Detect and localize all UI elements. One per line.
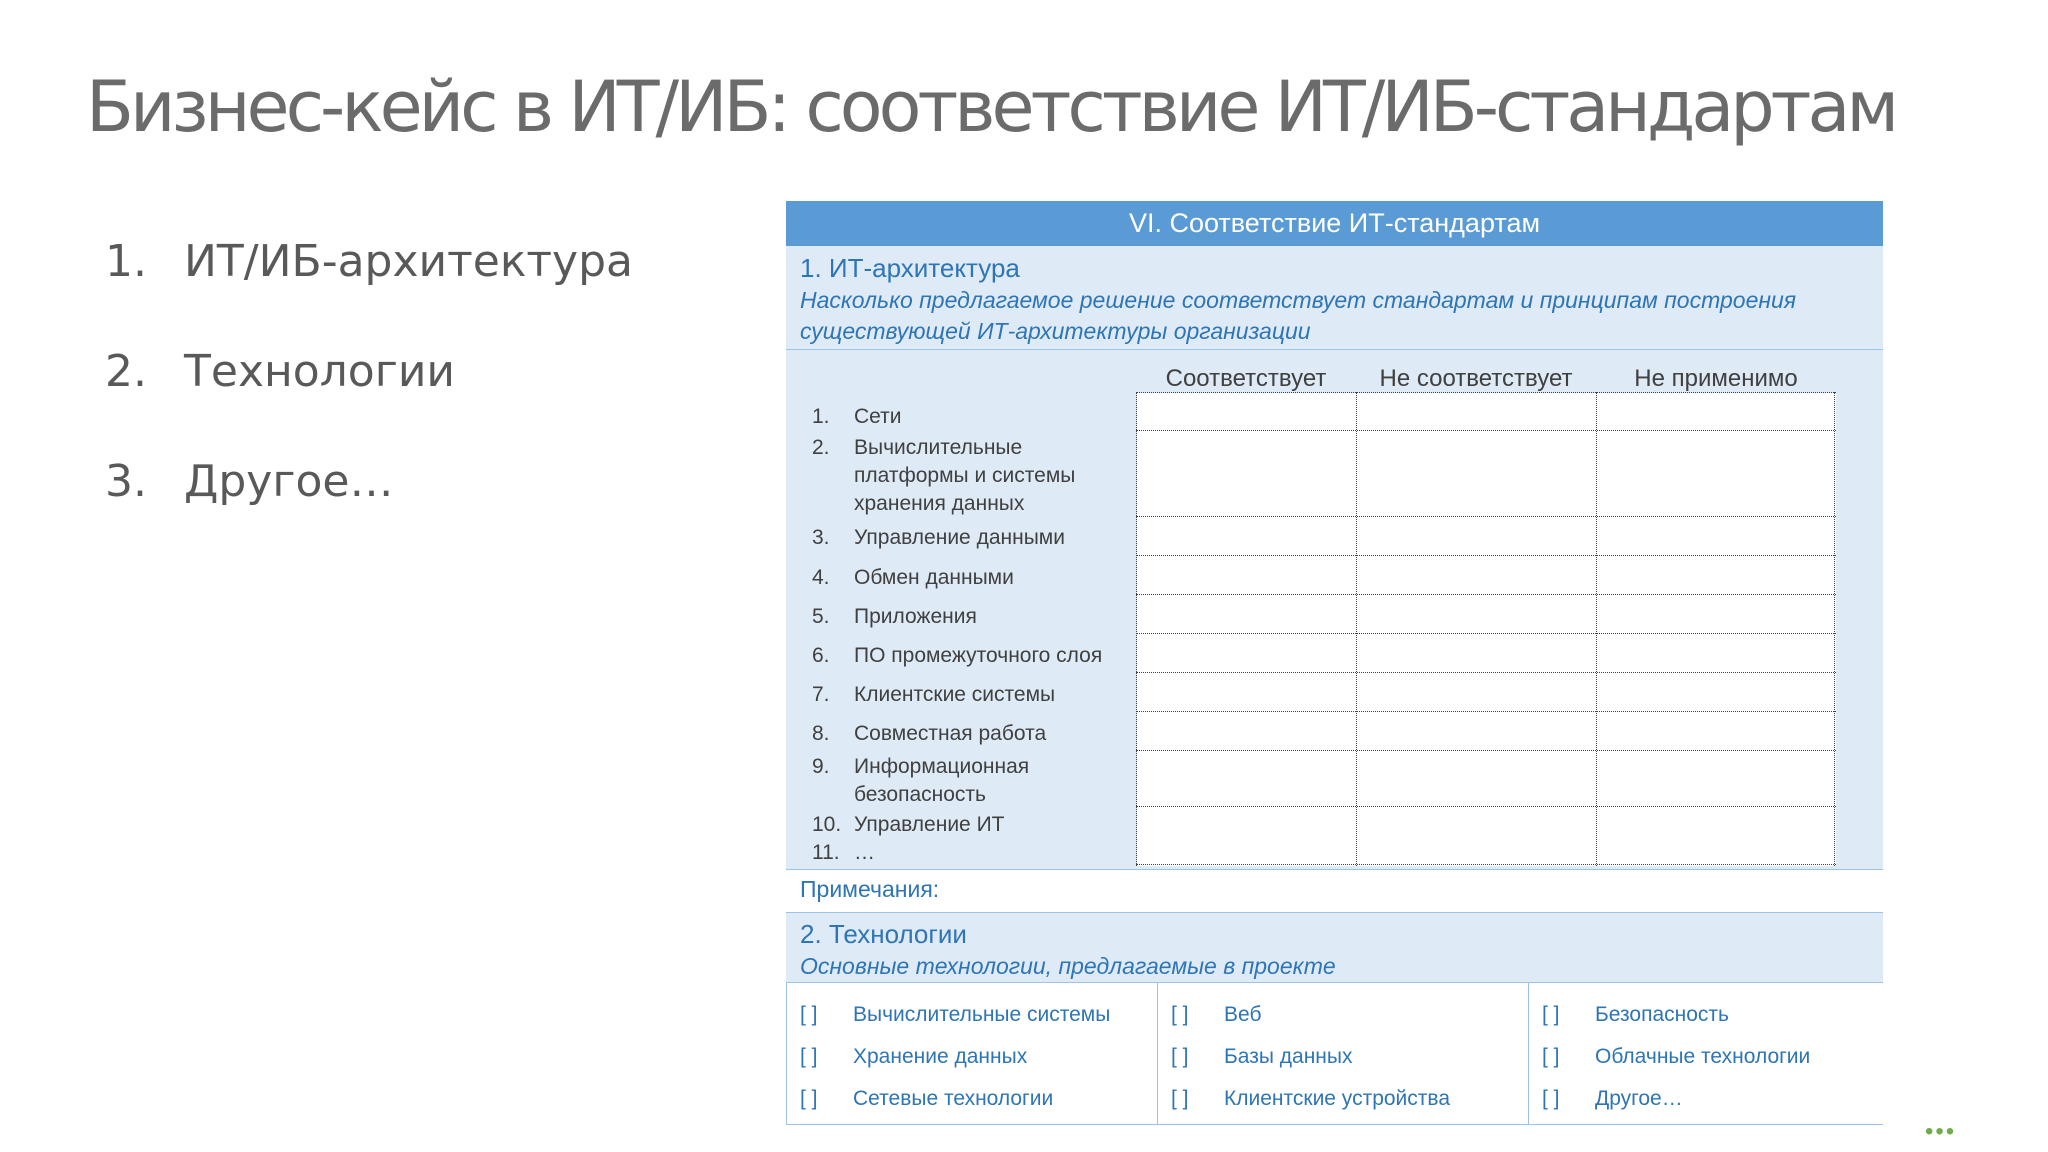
tech-label: Базы данных <box>1224 1045 1353 1068</box>
checkbox-icon[interactable]: [ ] <box>1542 1045 1560 1068</box>
column-header-compliant: Соответствует <box>1165 365 1327 392</box>
checkbox-icon[interactable]: [ ] <box>1171 1087 1189 1110</box>
standards-form <box>786 201 1883 1125</box>
section-2-subtitle: Основные технологии, предлагаемые в проекте <box>800 953 1336 979</box>
grid-line <box>1834 392 1835 866</box>
section-1-title: 1. ИТ-архитектура <box>800 253 1020 283</box>
row-number: 7. <box>812 683 830 706</box>
checkbox-icon[interactable]: [ ] <box>800 1045 818 1068</box>
row-label-collaboration: Совместная работа <box>854 722 1047 745</box>
row-number: 6. <box>812 644 830 667</box>
more-options-icon[interactable]: ••• <box>1925 1118 1957 1145</box>
tech-label: Клиентские устройства <box>1224 1087 1450 1110</box>
grid-line <box>1136 392 1836 393</box>
row-label-middleware: ПО промежуточного слоя <box>854 644 1103 667</box>
checkbox-icon[interactable]: [ ] <box>1171 1045 1189 1068</box>
tech-label: Вычислительные системы <box>853 1003 1111 1026</box>
row-number: 8. <box>812 722 830 745</box>
grid-line <box>1136 864 1836 865</box>
left-item-label: Технологии <box>184 346 456 397</box>
column-header-not-applicable: Не применимо <box>1634 365 1798 392</box>
tech-label: Безопасность <box>1595 1003 1729 1026</box>
grid-line <box>1136 633 1836 634</box>
checkbox-icon[interactable]: [ ] <box>800 1087 818 1110</box>
form-header: VI. Соответствие ИТ-стандартам <box>786 201 1883 246</box>
column-header-noncompliant: Не соответствует <box>1379 365 1573 392</box>
grid-line <box>1136 516 1836 517</box>
tech-label: Сетевые технологии <box>853 1087 1054 1110</box>
left-item-label: Другое… <box>184 456 394 507</box>
row-label-other: … <box>854 841 875 864</box>
row-number: 9. <box>812 755 830 778</box>
slide-title: Бизнес-кейс в ИТ/ИБ: соответствие ИТ/ИБ-стандартам <box>86 66 1896 148</box>
row-label-networks: Сети <box>854 405 902 428</box>
tech-label: Хранение данных <box>853 1045 1028 1068</box>
section-2-title: 2. Технологии <box>800 919 967 949</box>
grid-line <box>1136 392 1137 866</box>
section-divider <box>786 912 1883 913</box>
tech-column-2 <box>1171 983 1542 1125</box>
section-divider <box>786 869 1883 870</box>
tech-column-3 <box>1542 983 1913 1125</box>
technologies-checklist <box>786 983 1883 1125</box>
section-divider <box>786 349 1883 350</box>
grid-line <box>1136 806 1836 807</box>
grid-line <box>1136 555 1836 556</box>
grid-line <box>1596 392 1597 866</box>
tech-label: Другое… <box>1595 1087 1683 1110</box>
left-item-label: ИТ/ИБ-архитектура <box>184 236 633 287</box>
row-label-it-management: Управление ИТ <box>854 813 1005 836</box>
section-1-subtitle-line1: Насколько предлагаемое решение соответствует стандартам и принципам построения <box>800 287 1797 313</box>
grid-line <box>1136 672 1836 673</box>
grid-line <box>1136 594 1836 595</box>
row-number: 11. <box>812 841 840 864</box>
row-label-data-exchange: Обмен данными <box>854 566 1014 589</box>
row-number: 4. <box>812 566 830 589</box>
tech-label: Веб <box>1224 1003 1262 1026</box>
row-label-computing-platforms: Вычислительные платформы и системы хранения данных <box>854 436 1076 515</box>
row-label-client-systems: Клиентские системы <box>854 683 1056 706</box>
left-item-number: 2. <box>105 346 147 397</box>
row-number: 3. <box>812 526 830 549</box>
checkbox-icon[interactable]: [ ] <box>800 1003 818 1026</box>
tech-label: Облачные технологии <box>1595 1045 1811 1068</box>
row-number: 2. <box>812 436 830 459</box>
row-label-data-management: Управление данными <box>854 526 1065 549</box>
compliance-grid <box>1136 392 1836 866</box>
checkbox-icon[interactable]: [ ] <box>1542 1003 1560 1026</box>
notes-strip <box>786 869 1883 912</box>
row-number: 10. <box>812 813 842 836</box>
grid-line <box>1136 750 1836 751</box>
row-label-information-security: Информационная безопасность <box>854 755 1030 806</box>
checkbox-icon[interactable]: [ ] <box>1171 1003 1189 1026</box>
grid-line <box>1136 430 1836 431</box>
section-1-subtitle-line2: существующей ИТ-архитектуры организации <box>800 318 1311 344</box>
row-number: 5. <box>812 605 830 628</box>
grid-line <box>1356 392 1357 866</box>
grid-line <box>1136 711 1836 712</box>
left-item-number: 3. <box>105 456 147 507</box>
tech-column-1 <box>800 983 1171 1125</box>
notes-label: Примечания: <box>800 876 940 902</box>
checkbox-icon[interactable]: [ ] <box>1542 1087 1560 1110</box>
grid-background <box>1137 393 1836 866</box>
left-item-number: 1. <box>105 236 147 287</box>
row-label-applications: Приложения <box>854 605 977 628</box>
row-number: 1. <box>812 405 830 428</box>
column-separator <box>786 983 787 1125</box>
